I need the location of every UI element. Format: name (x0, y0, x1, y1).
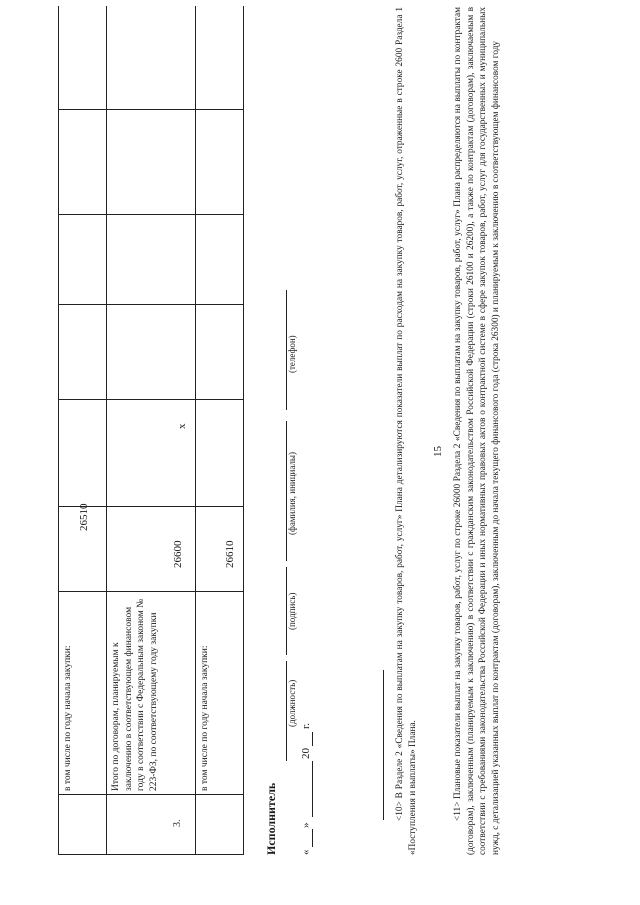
date-open-quote: « (300, 849, 312, 855)
table-bottom-border (243, 6, 244, 855)
name-caption: (фамилия, инициалы) (287, 452, 297, 535)
table-row-line (195, 6, 196, 855)
table-row-line (106, 6, 107, 855)
table-cell-mark: х (176, 423, 188, 429)
table-col-line (58, 399, 243, 400)
sign-caption: (подпись) (287, 592, 297, 630)
executor-label: Исполнитель (264, 782, 278, 855)
table-cell-num: 3. (172, 819, 183, 827)
table-top-border (58, 6, 59, 855)
table-col-line (58, 794, 243, 795)
date-year-prefix: 20 (300, 748, 312, 759)
table-cell-code: 26510 (78, 503, 90, 531)
date-close-quote: » (300, 822, 312, 828)
position-caption: (должность) (287, 679, 297, 727)
phone-caption: (телефон) (287, 335, 297, 373)
date-year-suffix: г. (300, 722, 312, 729)
table-cell-label: Итого по договорам, планируемым к заключению в соответствующем финансовом году в соответствии с Федеральным законом № 223-ФЗ, по соответствующему году закупки (111, 598, 159, 791)
date-month-line (312, 761, 313, 817)
table-cell-code: 26600 (172, 540, 184, 568)
footnote-11: <11> Плановые показатели выплат на закупку товаров, работ, услуг по строке 26000 Раздела 2 «Сведения по выплатам на закупку товаров, работ, услуг» Плана распределяются на выплаты по контрактам (договорам), заключенным (планируемым к заключению) в соответствии с гражданским законодательством Российской Федерации (строки 26100 и 26200), а также по контрактам (договорам), заключаемым в соответствии с требованиями законодательства Российской Федерации и иных нормативных правовых актов о контрактной системе в сфере закупок товаров, работ, услуг для государственных и муниципальных нужд, с детализацией указанных выплат по контрактам (договорам), заключенным до начала текущего финансового года (строка 26300) и планируемым к заключению в соответствующем финансовом году (453, 7, 501, 855)
table-cell-label: в том числе по году начала закупки: (200, 645, 210, 791)
page-number: 15 (432, 446, 444, 457)
table-col-line (58, 214, 243, 215)
table-col-line (58, 109, 243, 110)
date-year-line (312, 732, 313, 746)
date-day-line (312, 829, 313, 847)
table-cell-code: 26610 (224, 540, 236, 568)
table-col-line (58, 304, 243, 305)
table-left-border (58, 854, 243, 855)
table-cell-label: в том числе по году начала закупки: (63, 645, 73, 791)
table-col-line (58, 591, 243, 592)
footnote-separator (383, 670, 384, 820)
footnote-10: <10> В Разделе 2 «Сведения по выплатам на закупку товаров, работ, услуг» Плана детализируются показатели выплат по расходам на закупку товаров, работ, услуг, отраженные в строке 2600 Раздела 1 «Поступления и выплаты» Плана. (395, 7, 418, 855)
